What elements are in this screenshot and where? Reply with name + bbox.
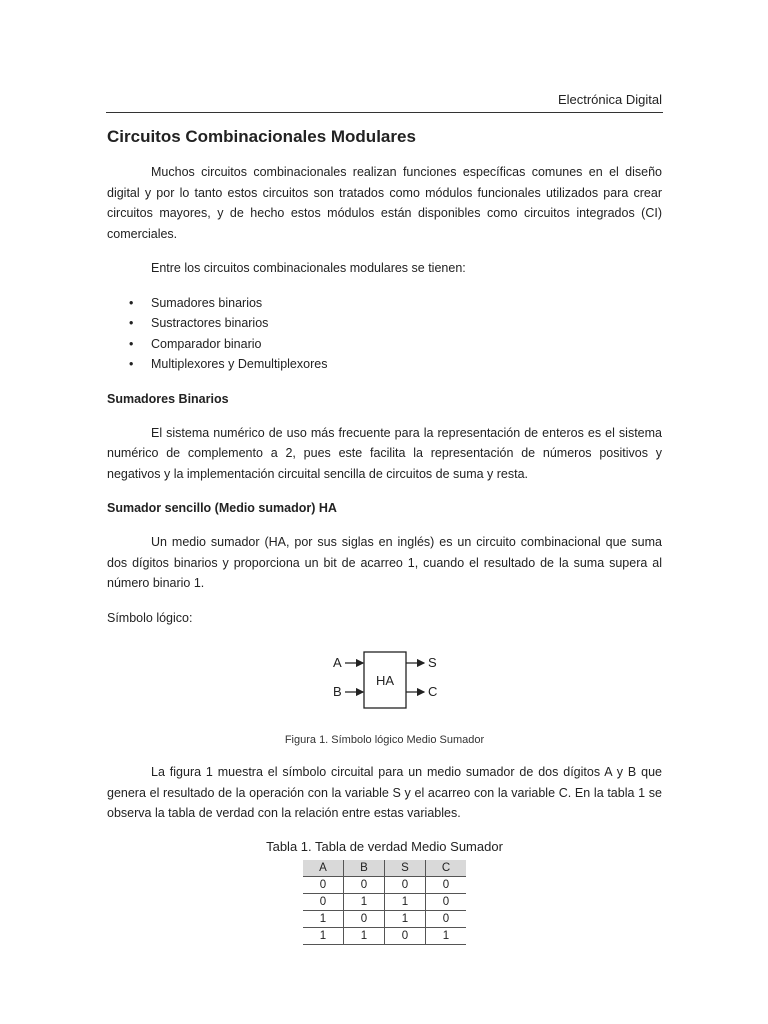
column-header: A xyxy=(303,860,344,877)
output-s-label: S xyxy=(428,655,437,670)
section-heading-half-adder: Sumador sencillo (Medio sumador) HA xyxy=(107,501,337,515)
list-item: • Multiplexores y Demultiplexores xyxy=(151,354,662,375)
half-adder-figure xyxy=(107,642,662,730)
header-rule xyxy=(106,112,663,113)
table-cell: 0 xyxy=(385,876,426,893)
modules-list xyxy=(107,293,662,375)
table-cell: 0 xyxy=(426,910,467,927)
list-item: • Comparador binario xyxy=(151,334,662,355)
figure-paragraph: La figura 1 muestra el símbolo circuital para un medio sumador de dos dígitos A y B que genera el resultado de la operación con la variable S y el acarreo con la variable C. En la tabla 1 se observa la tabla de verdad con la relación entre estas variables. xyxy=(107,765,662,820)
table-row xyxy=(303,893,466,910)
table-header-row xyxy=(303,860,466,877)
section-heading-adders: Sumadores Binarios xyxy=(107,391,229,406)
output-c-label: C xyxy=(428,684,438,699)
list-item: • Sustractores binarios xyxy=(151,313,662,334)
table-cell: 1 xyxy=(319,929,327,942)
table-cell: 1 xyxy=(344,927,385,944)
figure-caption: Figura 1. Símbolo lógico Medio Sumador xyxy=(284,734,485,746)
table-cell: 0 xyxy=(344,876,385,893)
truth-table xyxy=(303,860,466,945)
table-row xyxy=(303,927,466,944)
table-cell: 0 xyxy=(319,895,327,908)
table-title: Tabla 1. Tabla de verdad Medio Sumador xyxy=(266,838,503,854)
list-intro: Entre los circuitos combinacionales modulares se tienen: xyxy=(151,261,466,275)
input-a-label: A xyxy=(333,655,342,670)
intro-paragraph: Muchos circuitos combinacionales realizan funciones específicas comunes en el diseño digital y por lo tanto estos circuitos son tratados como módulos funcionales utilizados para crear circuitos mayores, y de hecho estos módulos están disponibles como circuitos integrados (CI) comerciales. xyxy=(107,165,662,241)
table-cell: 0 xyxy=(426,876,467,893)
table-cell: 1 xyxy=(385,893,426,910)
table-row xyxy=(303,910,466,927)
header-title: Electrónica Digital xyxy=(557,92,662,107)
table-row xyxy=(303,876,466,893)
table-cell: 1 xyxy=(426,927,467,944)
column-header: B xyxy=(344,860,385,877)
column-header: S xyxy=(385,860,426,877)
table-cell: 1 xyxy=(344,893,385,910)
adders-paragraph: El sistema numérico de uso más frecuente para la representación de enteros es el sistema numérico de complemento a 2, pues este facilita la representación de números positivos y negativos y la implementación circuital sencilla de circuitos de suma y resta. xyxy=(107,425,662,481)
table-cell: 0 xyxy=(319,878,327,891)
table-cell: 0 xyxy=(385,927,426,944)
symbol-label: Símbolo lógico: xyxy=(107,610,193,625)
document-body xyxy=(107,124,662,945)
column-header: C xyxy=(426,860,467,877)
input-b-label: B xyxy=(333,684,342,699)
half-adder-paragraph: Un medio sumador (HA, por sus siglas en inglés) es un circuito combinacional que suma dos dígitos binarios y proporciona un bit de acarreo 1, cuando el resultado de la suma supera al número binario 1. xyxy=(107,535,662,590)
document-title: Circuitos Combinacionales Modulares xyxy=(107,127,416,146)
table-cell: 0 xyxy=(426,893,467,910)
table-cell: 1 xyxy=(319,912,327,925)
table-cell: 1 xyxy=(385,910,426,927)
list-item: • Sumadores binarios xyxy=(151,293,662,314)
ha-block-label: HA xyxy=(375,673,395,688)
half-adder-diagram xyxy=(107,642,662,730)
table-cell: 0 xyxy=(344,910,385,927)
